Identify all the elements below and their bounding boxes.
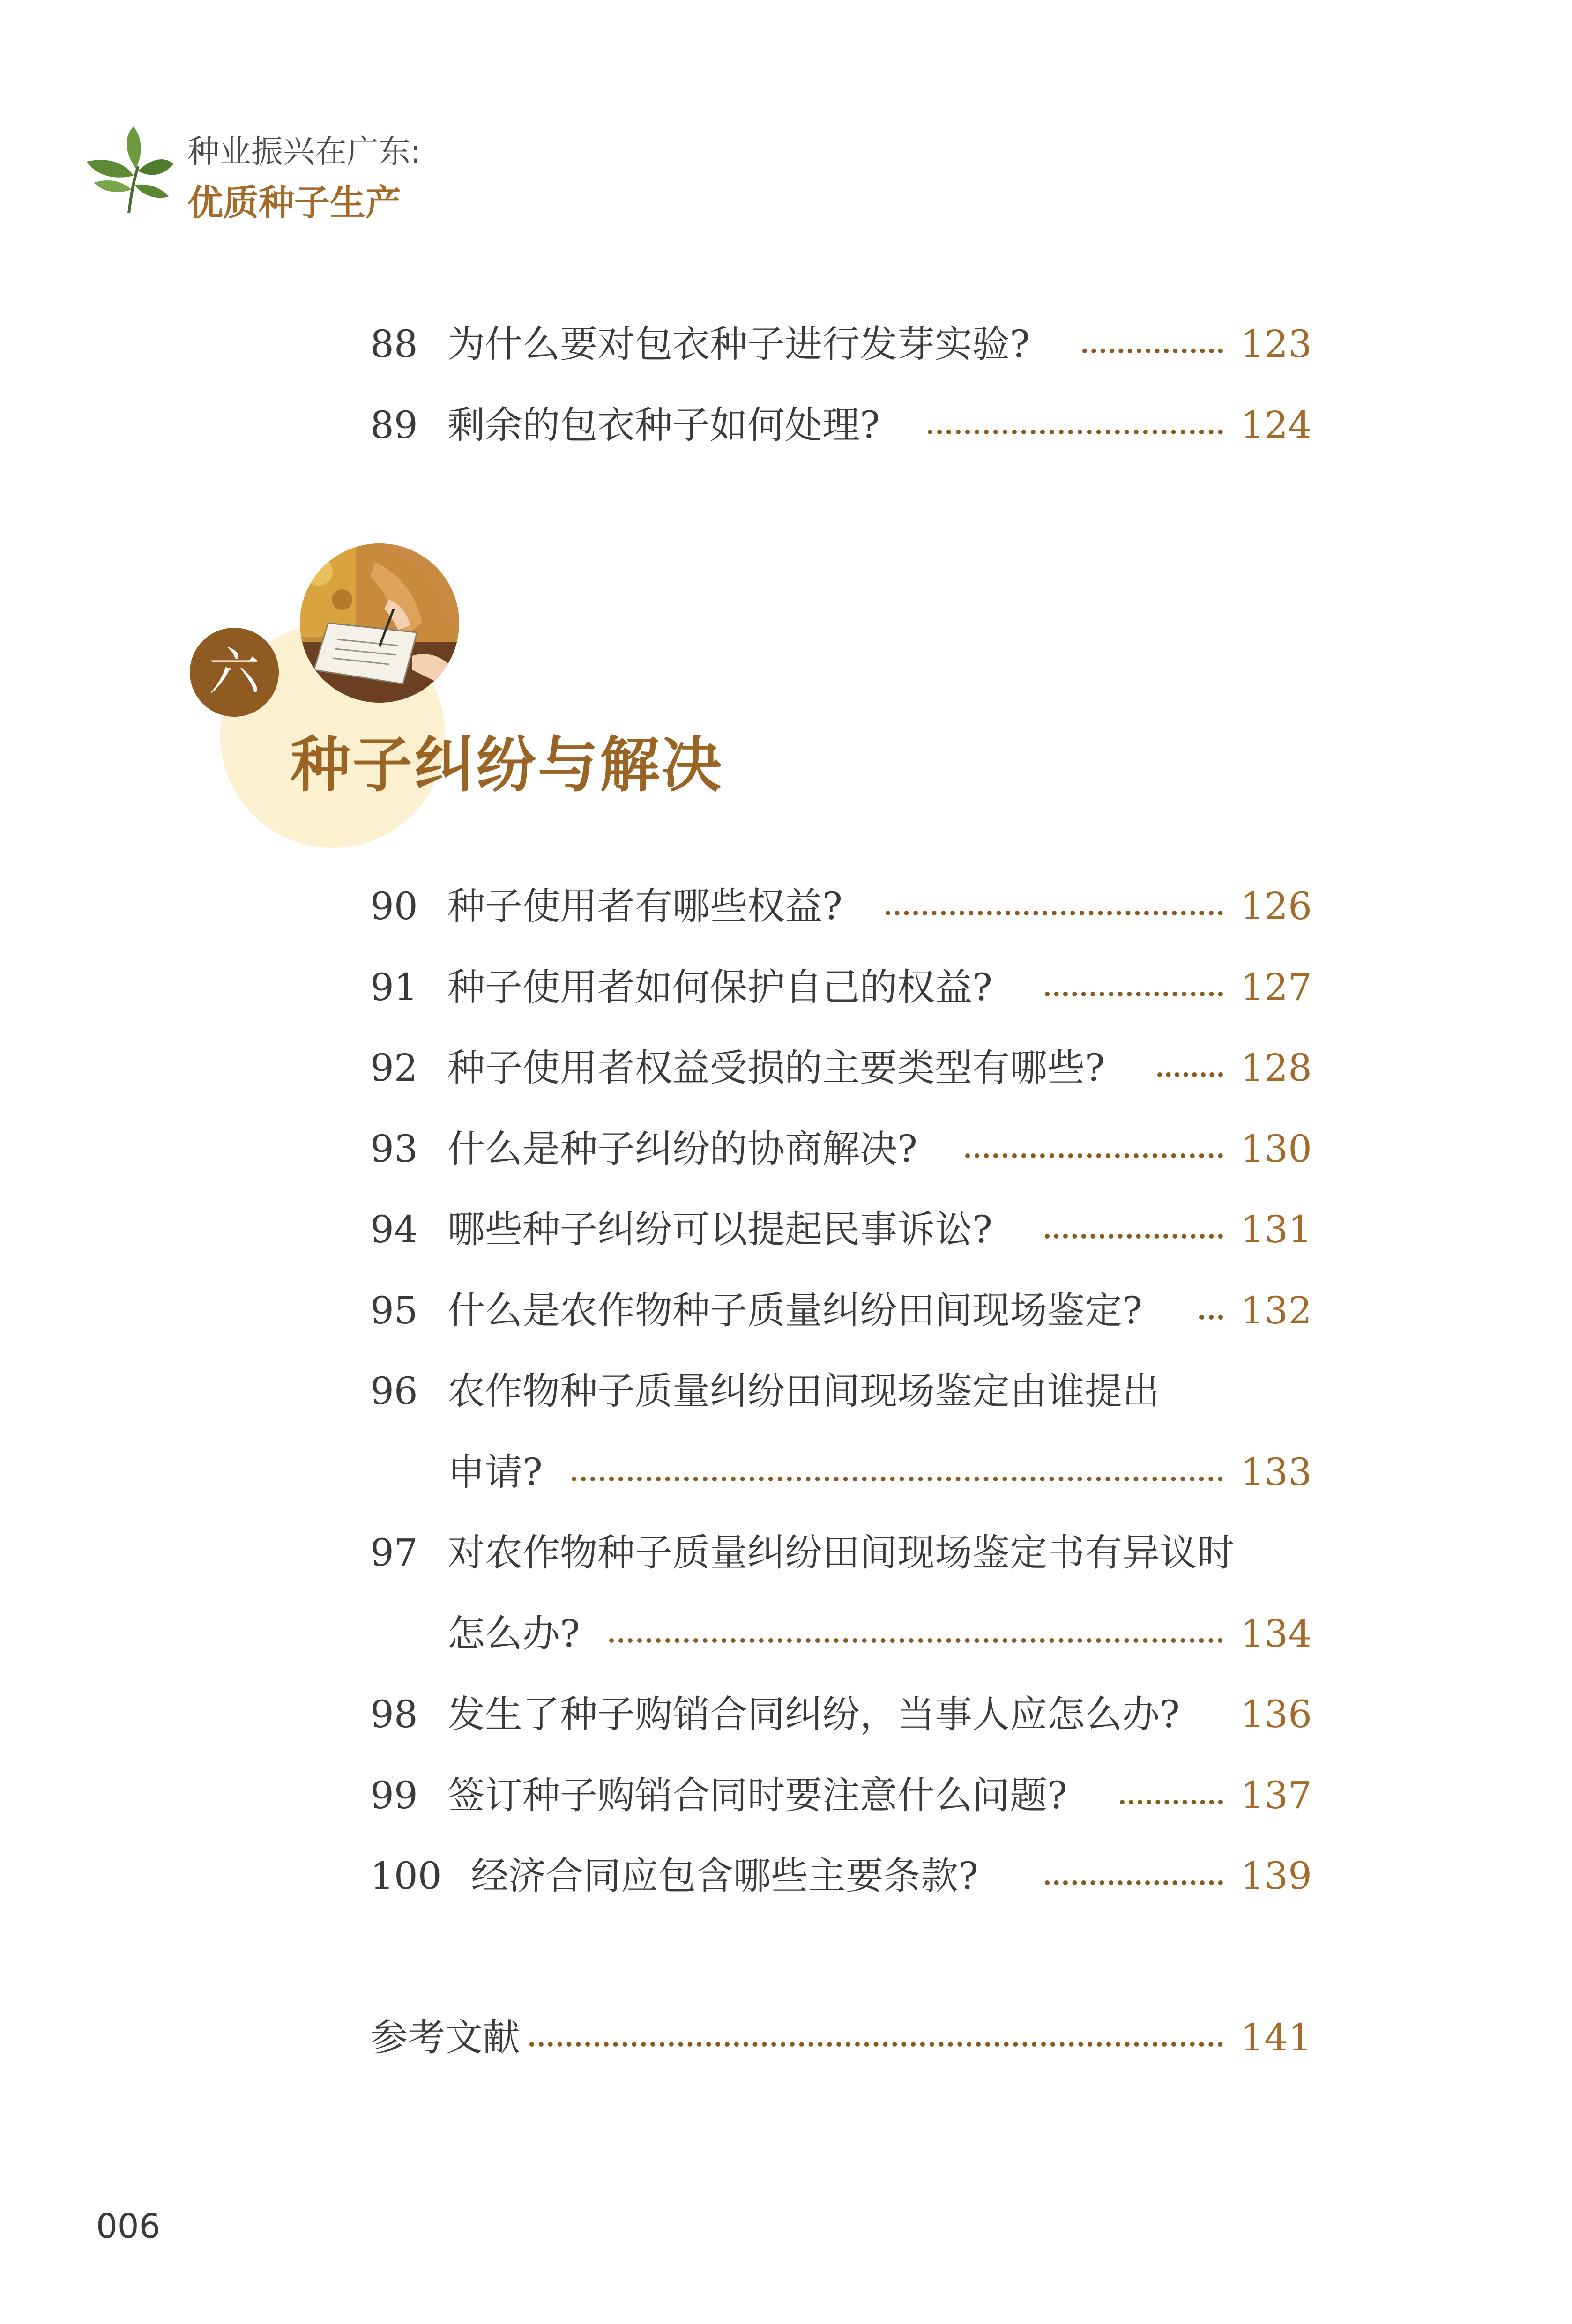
- dot-leader: [928, 430, 1223, 434]
- entry-page: 127: [1240, 965, 1312, 1009]
- dot-leader: [1157, 1072, 1223, 1077]
- entry-number: 98: [370, 1693, 418, 1736]
- entry-number: 88: [370, 322, 418, 366]
- toc-entry-98[interactable]: [370, 1689, 1312, 1740]
- references-title: 参考文献: [370, 2016, 520, 2059]
- entry-title: 经济合同应包含哪些主要条款?: [471, 1854, 978, 1898]
- entry-title-line1: 对农作物种子质量纠纷田间现场鉴定书有异议时: [447, 1531, 1235, 1574]
- toc-entry-97-continued[interactable]: [370, 1608, 1312, 1660]
- entry-number: 97: [370, 1531, 418, 1574]
- dot-leader: [1199, 1315, 1223, 1320]
- toc-entry-89[interactable]: [370, 400, 1312, 451]
- dot-leader: [1120, 1800, 1223, 1804]
- entry-page: 136: [1240, 1693, 1312, 1736]
- toc-entry-references[interactable]: [370, 2012, 1312, 2064]
- section-title: 种子纠纷与解决: [291, 730, 724, 800]
- dot-leader: [1045, 992, 1223, 996]
- signing-document-icon: [300, 543, 459, 703]
- entry-number: 100: [370, 1854, 442, 1898]
- entry-page: 137: [1240, 1774, 1312, 1817]
- entry-title: 什么是农作物种子质量纠纷田间现场鉴定?: [447, 1289, 1142, 1332]
- entry-number: 91: [370, 965, 418, 1009]
- dot-leader: [1045, 1880, 1223, 1885]
- entry-page: 139: [1240, 1854, 1312, 1898]
- entry-number: 90: [370, 884, 418, 928]
- entry-title-line2: 申请?: [447, 1450, 543, 1494]
- book-title: 优质种子生产: [187, 182, 401, 223]
- entry-page: 123: [1240, 322, 1312, 366]
- dot-leader: [1045, 1234, 1223, 1239]
- toc-entry-90[interactable]: [370, 881, 1312, 932]
- dot-leader: [965, 1153, 1223, 1158]
- toc-entry-96-continued[interactable]: [370, 1447, 1312, 1498]
- entry-page: 124: [1240, 403, 1312, 447]
- toc-entry-91[interactable]: [370, 962, 1312, 1013]
- entry-number: 92: [370, 1046, 418, 1090]
- entry-number: 89: [370, 403, 418, 447]
- entry-title-line1: 农作物种子质量纠纷田间现场鉴定由谁提出: [447, 1369, 1160, 1413]
- entry-title: 种子使用者如何保护自己的权益?: [447, 965, 992, 1009]
- dot-leader: [572, 1477, 1223, 1481]
- green-leaf-sprig-icon: [82, 124, 176, 218]
- toc-entry-94[interactable]: [370, 1204, 1312, 1255]
- entry-page: 128: [1240, 1046, 1312, 1090]
- book-series-title: 种业振兴在广东:: [187, 134, 421, 171]
- entry-number: 94: [370, 1208, 418, 1251]
- toc-entry-95[interactable]: [370, 1285, 1312, 1336]
- entry-title: 为什么要对包衣种子进行发芽实验?: [447, 322, 1030, 366]
- entry-title-line2: 怎么办?: [447, 1612, 580, 1656]
- section-number-badge: 六: [190, 628, 279, 717]
- entry-page: 131: [1240, 1208, 1312, 1251]
- entry-title: 种子使用者权益受损的主要类型有哪些?: [447, 1046, 1105, 1090]
- dot-leader: [609, 1638, 1223, 1643]
- entry-title: 剩余的包衣种子如何处理?: [447, 403, 880, 447]
- dot-leader: [529, 2042, 1223, 2047]
- toc-entry-99[interactable]: [370, 1770, 1312, 1821]
- dot-leader: [886, 911, 1223, 915]
- toc-entry-88[interactable]: [370, 319, 1312, 370]
- entry-title: 发生了种子购销合同纠纷，当事人应怎么办?: [447, 1693, 1180, 1736]
- toc-entry-92[interactable]: [370, 1042, 1312, 1094]
- entry-title: 种子使用者有哪些权益?: [447, 884, 842, 928]
- entry-number: 95: [370, 1289, 418, 1332]
- toc-entry-97[interactable]: [370, 1527, 1312, 1579]
- entry-title: 哪些种子纠纷可以提起民事诉讼?: [447, 1208, 992, 1251]
- entry-page: 126: [1240, 884, 1312, 928]
- entry-page: 130: [1240, 1127, 1312, 1171]
- entry-page: 141: [1240, 2016, 1312, 2059]
- entry-page: 134: [1240, 1612, 1312, 1656]
- entry-page: 133: [1240, 1450, 1312, 1494]
- page-number: 006: [96, 2206, 161, 2246]
- toc-entry-96[interactable]: [370, 1366, 1312, 1417]
- entry-title: 什么是种子纠纷的协商解决?: [447, 1127, 917, 1171]
- entry-title: 签订种子购销合同时要注意什么问题?: [447, 1774, 1067, 1817]
- entry-number: 93: [370, 1127, 418, 1171]
- entry-page: 132: [1240, 1289, 1312, 1332]
- toc-entry-93[interactable]: [370, 1123, 1312, 1175]
- toc-entry-100[interactable]: [370, 1850, 1312, 1902]
- entry-number: 96: [370, 1369, 418, 1413]
- dot-leader: [1082, 349, 1223, 353]
- entry-number: 99: [370, 1774, 418, 1817]
